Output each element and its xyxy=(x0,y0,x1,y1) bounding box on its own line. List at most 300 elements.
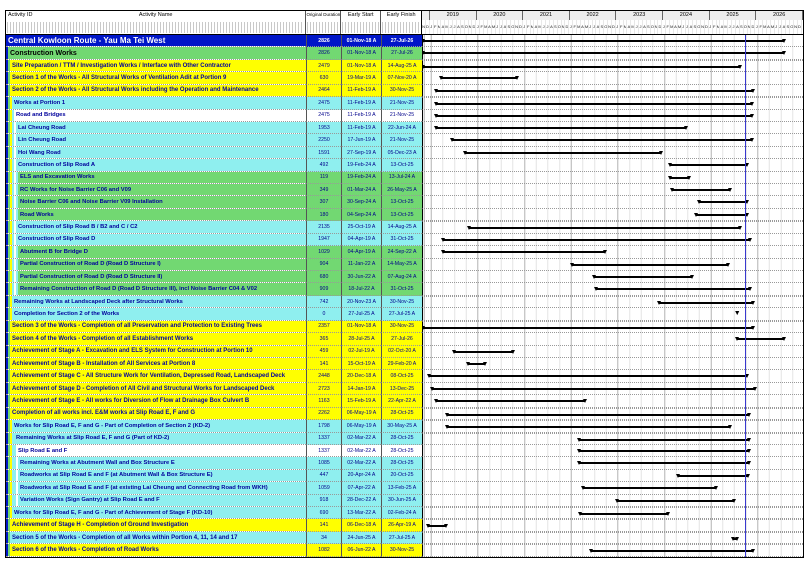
original-duration-cell: 2135 xyxy=(306,221,341,233)
original-duration-cell: 1029 xyxy=(306,246,341,258)
month-label: S xyxy=(740,20,744,34)
month-label: M xyxy=(531,20,535,34)
original-duration-cell: 2479 xyxy=(306,60,341,72)
activity-name-cell xyxy=(6,333,306,345)
early-start-cell: 11-Feb-19 A xyxy=(341,122,381,134)
gantt-chart-cell xyxy=(422,495,803,507)
month-label: M xyxy=(624,20,628,34)
activity-name: Roadworks at Slip Road E and F (at existing Lai Cheung and Connecting Road from WKH) xyxy=(20,484,268,491)
gantt-chart-cell xyxy=(422,97,803,109)
activity-name-cell xyxy=(6,507,306,519)
month-label: M xyxy=(771,20,775,34)
early-finish-cell: 28-Oct-25 xyxy=(381,433,422,445)
gantt-bar xyxy=(583,487,716,489)
gantt-bar xyxy=(447,426,730,428)
activity-name-cell xyxy=(6,35,306,47)
year-label: 2023 xyxy=(616,11,663,20)
month-label: M xyxy=(538,20,542,34)
gantt-chart-cell xyxy=(422,47,803,59)
early-finish-cell: 24-Sep-22 A xyxy=(381,246,422,258)
early-start-cell: 01-Nov-18 A xyxy=(341,47,381,59)
column-header-duration: Original Duration xyxy=(305,11,340,34)
month-label: A xyxy=(441,20,445,34)
early-finish-cell: 30-Nov-25 xyxy=(381,321,422,333)
month-label: S xyxy=(786,20,790,34)
activity-name-cell xyxy=(6,470,306,482)
month-label: J xyxy=(639,20,643,34)
early-finish-cell: 30-Nov-25 xyxy=(381,85,422,97)
month-label: M xyxy=(492,20,496,34)
month-label: F xyxy=(666,20,670,34)
activity-name-cell xyxy=(6,234,306,246)
activity-name: Works for Slip Road E, F and G - Part of Achievement of Stage F (KD-10) xyxy=(14,509,213,516)
original-duration-cell: 141 xyxy=(306,519,341,531)
year-label: 2020 xyxy=(477,11,524,20)
activity-name-cell xyxy=(6,221,306,233)
early-start-cell: 20-Apr-24 A xyxy=(341,470,381,482)
gantt-chart-cell xyxy=(422,308,803,320)
month-label: M xyxy=(670,20,674,34)
month-label: A xyxy=(534,20,538,34)
month-label: J xyxy=(728,20,732,34)
original-duration-cell: 1798 xyxy=(306,420,341,432)
header-hatch xyxy=(382,22,420,33)
early-finish-cell: 13-Oct-25 xyxy=(381,196,422,208)
table-row xyxy=(6,482,803,494)
early-start-cell: 11-Jan-22 A xyxy=(341,259,381,271)
gantt-chart-cell xyxy=(422,283,803,295)
early-finish-cell: 21-Nov-25 xyxy=(381,134,422,146)
early-finish-cell: 02-Feb-24 A xyxy=(381,507,422,519)
early-start-cell: 30-Sep-24 A xyxy=(341,196,381,208)
month-label: F xyxy=(759,20,763,34)
month-label: S xyxy=(507,20,511,34)
month-label: A xyxy=(782,20,786,34)
early-start-cell: 06-May-19 A xyxy=(341,408,381,420)
gantt-bar xyxy=(670,164,747,166)
month-label: M xyxy=(445,20,449,34)
month-label: D xyxy=(472,20,476,34)
activity-name-cell xyxy=(6,259,306,271)
timeline-header xyxy=(421,11,803,34)
activity-name-cell xyxy=(6,159,306,171)
activity-name-cell xyxy=(6,519,306,531)
early-start-cell: 11-Feb-19 A xyxy=(341,110,381,122)
early-finish-cell: 14-May-25 A xyxy=(381,259,422,271)
year-stub-2018 xyxy=(422,11,430,20)
gantt-chart-cell xyxy=(422,433,803,445)
month-label: D xyxy=(426,20,430,34)
early-finish-cell: 13-Dec-25 xyxy=(381,383,422,395)
early-start-cell: 28-Dec-22 A xyxy=(341,495,381,507)
month-label: J xyxy=(430,20,434,34)
activity-name: Section 1 of the Works - All Structural Works of Ventilation Adit at Portion 9 xyxy=(12,74,227,81)
gantt-bar xyxy=(432,388,755,390)
gantt-bar xyxy=(572,264,728,266)
activity-name: Road Works xyxy=(20,211,54,218)
month-label: J xyxy=(775,20,779,34)
early-start-cell: 17-Jun-19 A xyxy=(341,134,381,146)
gantt-bar xyxy=(429,375,746,377)
year-label: 2025 xyxy=(710,11,757,20)
header-hatch xyxy=(342,22,379,33)
early-start-cell: 04-Sep-24 A xyxy=(341,209,381,221)
table-header xyxy=(6,11,803,35)
column-header-early-start: Early Start xyxy=(340,11,380,34)
activity-name: Works at Portion 1 xyxy=(14,99,66,106)
month-label: J xyxy=(732,20,736,34)
original-duration-cell: 1085 xyxy=(306,457,341,469)
activity-name: Completion of all works incl. E&M works at Slip Road E, F and G xyxy=(12,410,196,417)
early-finish-cell: 30-May-25 A xyxy=(381,420,422,432)
activity-name-cell xyxy=(6,383,306,395)
original-duration-cell: 0 xyxy=(306,308,341,320)
gantt-chart-cell xyxy=(422,85,803,97)
gantt-bar xyxy=(454,351,512,353)
month-label: A xyxy=(720,20,724,34)
gantt-bar xyxy=(423,66,740,68)
gantt-chart-cell xyxy=(422,333,803,345)
activity-name-cell xyxy=(6,172,306,184)
schedule-frame xyxy=(5,10,804,558)
original-duration-cell: 2826 xyxy=(306,47,341,59)
month-label: M xyxy=(724,20,728,34)
early-start-cell: 20-Nov-23 A xyxy=(341,296,381,308)
table-row xyxy=(6,358,803,370)
activity-name: Achievement of Stage D - Completion of All Civil and Structural Works for Landscaped Deck xyxy=(12,385,275,392)
table-row xyxy=(6,72,803,84)
gantt-chart-cell xyxy=(422,408,803,420)
activity-name-cell xyxy=(6,445,306,457)
gantt-bar xyxy=(579,450,750,452)
gantt-chart-cell xyxy=(422,271,803,283)
month-label: O xyxy=(604,20,608,34)
gantt-bar xyxy=(447,414,749,416)
early-finish-cell: 29-Feb-20 A xyxy=(381,358,422,370)
gantt-chart-cell xyxy=(422,234,803,246)
gantt-chart-cell xyxy=(422,259,803,271)
month-label: J xyxy=(682,20,686,34)
header-hatch xyxy=(307,22,339,33)
activity-name: Central Kowloon Route - Yau Ma Tei West xyxy=(8,36,166,46)
early-finish-cell: 13-Feb-25 A xyxy=(381,482,422,494)
gantt-bar xyxy=(443,239,750,241)
early-finish-cell: 13-Oct-25 xyxy=(381,209,422,221)
early-start-cell: 01-Nov-18 A xyxy=(341,321,381,333)
month-label: F xyxy=(480,20,484,34)
month-label: M xyxy=(678,20,682,34)
month-label: M xyxy=(631,20,635,34)
original-duration-cell: 492 xyxy=(306,159,341,171)
early-finish-cell: 30-Jun-25 A xyxy=(381,495,422,507)
activity-name: Achievement of Stage H - Completion of Ground Investigation xyxy=(12,522,189,529)
activity-name-cell xyxy=(6,209,306,221)
gantt-chart-cell xyxy=(422,370,803,382)
gantt-bar xyxy=(670,177,689,179)
month-label: M xyxy=(717,20,721,34)
gantt-chart-cell xyxy=(422,470,803,482)
month-label: A xyxy=(596,20,600,34)
activity-name: Section 4 of the Works - Completion of all Establishment Works xyxy=(12,335,194,342)
month-label: N xyxy=(562,20,566,34)
original-duration-cell: 34 xyxy=(306,532,341,544)
month-label: S xyxy=(693,20,697,34)
original-duration-cell: 909 xyxy=(306,283,341,295)
year-label: 2021 xyxy=(523,11,570,20)
early-start-cell: 06-May-19 A xyxy=(341,420,381,432)
month-label: N xyxy=(515,20,519,34)
column-header-activity-id: Activity ID xyxy=(8,12,33,18)
month-label: J xyxy=(500,20,504,34)
activity-name: Achievement of Stage C - All Structure Work for Ventilation, Depressed Road, Landscaped Deck xyxy=(12,373,286,380)
table-row xyxy=(6,408,803,420)
early-finish-cell: 08-Oct-25 xyxy=(381,370,422,382)
month-label: S xyxy=(600,20,604,34)
early-finish-cell: 22-Jun-24 A xyxy=(381,122,422,134)
gantt-bar xyxy=(469,227,740,229)
activity-name-cell xyxy=(6,246,306,258)
activity-name-cell xyxy=(6,370,306,382)
gantt-bar xyxy=(659,302,754,304)
table-row xyxy=(6,433,803,445)
early-start-cell: 02-Mar-22 A xyxy=(341,433,381,445)
month-label: N xyxy=(422,20,426,34)
original-duration-cell: 1337 xyxy=(306,433,341,445)
original-duration-cell: 180 xyxy=(306,209,341,221)
early-finish-cell: 26-Apr-19 A xyxy=(381,519,422,531)
original-duration-cell: 2464 xyxy=(306,85,341,97)
table-row xyxy=(6,196,803,208)
table-row xyxy=(6,110,803,122)
early-start-cell: 27-Jul-25 A xyxy=(341,308,381,320)
gantt-bar xyxy=(672,189,730,191)
early-finish-cell: 28-Oct-25 xyxy=(381,408,422,420)
early-start-cell: 02-Jul-19 A xyxy=(341,346,381,358)
table-row xyxy=(6,172,803,184)
activity-name: RC Works for Noise Barrier C06 and V09 xyxy=(20,186,132,193)
activity-name: Achievement of Stage E - All works for Diversion of Flow at Drainage Box Culvert B xyxy=(12,397,250,404)
activity-name-cell xyxy=(6,60,306,72)
original-duration-cell: 1082 xyxy=(306,544,341,556)
early-start-cell: 01-Nov-18 A xyxy=(341,35,381,47)
gantt-chart-cell xyxy=(422,246,803,258)
early-finish-cell: 13-Jul-24 A xyxy=(381,172,422,184)
gantt-bar xyxy=(465,152,661,154)
gantt-chart-cell xyxy=(422,35,803,47)
gantt-bar xyxy=(579,439,750,441)
gantt-bar xyxy=(428,525,446,527)
activity-name: Section 3 of the Works - Completion of all Preservation and Protection to Existing Trees xyxy=(12,323,262,330)
table-row xyxy=(6,35,803,47)
activity-name: Remaining Works at Slip Road E, F and G (Part of KD-2) xyxy=(16,435,170,442)
activity-name-cell xyxy=(6,457,306,469)
activity-name: Construction of Slip Road B / B2 and C / C2 xyxy=(18,224,138,231)
table-row xyxy=(6,259,803,271)
month-label: M xyxy=(763,20,767,34)
early-start-cell: 20-Dec-18 A xyxy=(341,370,381,382)
gantt-chart-cell xyxy=(422,147,803,159)
activity-name: Achievement of Stage B - Installation of All Services at Portion 8 xyxy=(12,360,196,367)
original-duration-cell: 630 xyxy=(306,72,341,84)
early-finish-cell: 22-Apr-22 A xyxy=(381,395,422,407)
month-label: D xyxy=(519,20,523,34)
month-label: A xyxy=(674,20,678,34)
gantt-bar xyxy=(733,538,737,540)
table-row xyxy=(6,47,803,59)
gantt-bar xyxy=(436,90,753,92)
early-finish-cell: 05-Dec-23 A xyxy=(381,147,422,159)
early-finish-cell: 13-Oct-25 xyxy=(381,159,422,171)
gantt-chart-cell xyxy=(422,60,803,72)
table-row xyxy=(6,60,803,72)
activity-name-cell xyxy=(6,122,306,134)
activity-name-cell xyxy=(6,85,306,97)
activity-name-cell xyxy=(6,134,306,146)
early-start-cell: 04-Apr-19 A xyxy=(341,234,381,246)
gantt-bar xyxy=(441,77,517,79)
gantt-chart-cell xyxy=(422,172,803,184)
table-row xyxy=(6,97,803,109)
early-finish-cell: 07-Nov-20 A xyxy=(381,72,422,84)
gantt-chart-cell xyxy=(422,395,803,407)
gantt-chart-cell xyxy=(422,383,803,395)
original-duration-cell: 2357 xyxy=(306,321,341,333)
table-row xyxy=(6,333,803,345)
month-label: J xyxy=(453,20,457,34)
activity-name: Remaining Works at Landscaped Deck after Structural Works xyxy=(14,298,183,305)
table-row xyxy=(6,159,803,171)
table-row xyxy=(6,507,803,519)
month-label: D xyxy=(612,20,616,34)
early-finish-cell: 27-Jul-26 xyxy=(381,35,422,47)
gantt-chart-cell xyxy=(422,519,803,531)
gantt-bar xyxy=(436,127,686,129)
activity-name-cell xyxy=(6,420,306,432)
month-label: N xyxy=(701,20,705,34)
month-label: A xyxy=(767,20,771,34)
month-label: J xyxy=(476,20,480,34)
activity-name-cell xyxy=(6,495,306,507)
milestone-marker: ▼ xyxy=(733,310,741,318)
table-row xyxy=(6,234,803,246)
gantt-bar xyxy=(678,475,748,477)
activity-name-cell xyxy=(6,97,306,109)
original-duration-cell: 2723 xyxy=(306,383,341,395)
early-finish-cell: 28-Oct-25 xyxy=(381,445,422,457)
table-row xyxy=(6,321,803,333)
month-label: A xyxy=(627,20,631,34)
gantt-chart-cell xyxy=(422,159,803,171)
gantt-chart-cell xyxy=(422,445,803,457)
month-label: N xyxy=(655,20,659,34)
month-label: D xyxy=(705,20,709,34)
month-label: A xyxy=(689,20,693,34)
table-row xyxy=(6,445,803,457)
early-start-cell: 11-Feb-19 A xyxy=(341,97,381,109)
month-label: J xyxy=(496,20,500,34)
original-duration-cell: 1953 xyxy=(306,122,341,134)
early-finish-cell: 31-Oct-25 xyxy=(381,283,422,295)
month-label: O xyxy=(511,20,515,34)
gantt-bar xyxy=(436,103,752,105)
activity-name: Completion for Section 2 of the Works xyxy=(14,310,120,317)
month-label: N xyxy=(748,20,752,34)
month-label: A xyxy=(457,20,461,34)
original-duration-cell: 742 xyxy=(306,296,341,308)
column-header-activity-name: Activity Name xyxy=(138,12,173,18)
early-finish-cell: 27-Jul-26 xyxy=(381,333,422,345)
gantt-bar xyxy=(617,500,734,502)
original-duration-cell: 307 xyxy=(306,196,341,208)
month-label: A xyxy=(488,20,492,34)
activity-name: Section 5 of the Works - Completion of all Works within Portion 4, 11, 14 and 17 xyxy=(12,534,238,541)
early-start-cell: 18-Jul-22 A xyxy=(341,283,381,295)
activity-name-cell xyxy=(6,283,306,295)
activity-name: Slip Road E and F xyxy=(18,447,68,454)
original-duration-cell: 459 xyxy=(306,346,341,358)
gantt-chart-cell xyxy=(422,296,803,308)
original-duration-cell: 1059 xyxy=(306,482,341,494)
activity-name-cell xyxy=(6,110,306,122)
activity-name: Construction Works xyxy=(10,49,77,57)
month-label: J xyxy=(589,20,593,34)
activity-name-cell xyxy=(6,482,306,494)
early-start-cell: 02-Mar-22 A xyxy=(341,457,381,469)
month-label: D xyxy=(798,20,802,34)
column-header-activity xyxy=(6,11,305,34)
table-row xyxy=(6,283,803,295)
gantt-chart-cell xyxy=(422,122,803,134)
table-row xyxy=(6,184,803,196)
early-start-cell: 11-Feb-19 A xyxy=(341,85,381,97)
activity-name-cell xyxy=(6,408,306,420)
early-finish-cell: 21-Nov-25 xyxy=(381,110,422,122)
gantt-chart-cell xyxy=(422,209,803,221)
month-label: N xyxy=(608,20,612,34)
activity-name: Partial Construction of Road D (Road D Structure I) xyxy=(20,261,161,268)
original-duration-cell: 365 xyxy=(306,333,341,345)
month-label: J xyxy=(709,20,713,34)
month-label: O xyxy=(697,20,701,34)
month-label: F xyxy=(434,20,438,34)
early-start-cell: 07-Apr-22 A xyxy=(341,482,381,494)
activity-name: Abutment B for Bridge D xyxy=(20,248,88,255)
gantt-chart-cell xyxy=(422,457,803,469)
original-duration-cell: 2475 xyxy=(306,97,341,109)
gantt-chart-cell xyxy=(422,221,803,233)
month-label: N xyxy=(794,20,798,34)
activity-name: Section 6 of the Works - Completion of Road Works xyxy=(12,547,159,553)
activity-name-cell xyxy=(6,308,306,320)
table-row xyxy=(6,383,803,395)
table-row xyxy=(6,209,803,221)
month-label: J xyxy=(593,20,597,34)
month-label: J xyxy=(523,20,527,34)
activity-name-cell xyxy=(6,47,306,59)
month-label: F xyxy=(573,20,577,34)
month-label: N xyxy=(469,20,473,34)
gantt-bar xyxy=(591,550,754,552)
gantt-chart-cell xyxy=(422,346,803,358)
early-start-cell: 06-Jun-22 A xyxy=(341,544,381,556)
original-duration-cell: 349 xyxy=(306,184,341,196)
table-row xyxy=(6,308,803,320)
early-start-cell: 19-Feb-24 A xyxy=(341,159,381,171)
month-label: J xyxy=(616,20,620,34)
table-row xyxy=(6,395,803,407)
activity-name-cell xyxy=(6,184,306,196)
activity-name-cell xyxy=(6,395,306,407)
